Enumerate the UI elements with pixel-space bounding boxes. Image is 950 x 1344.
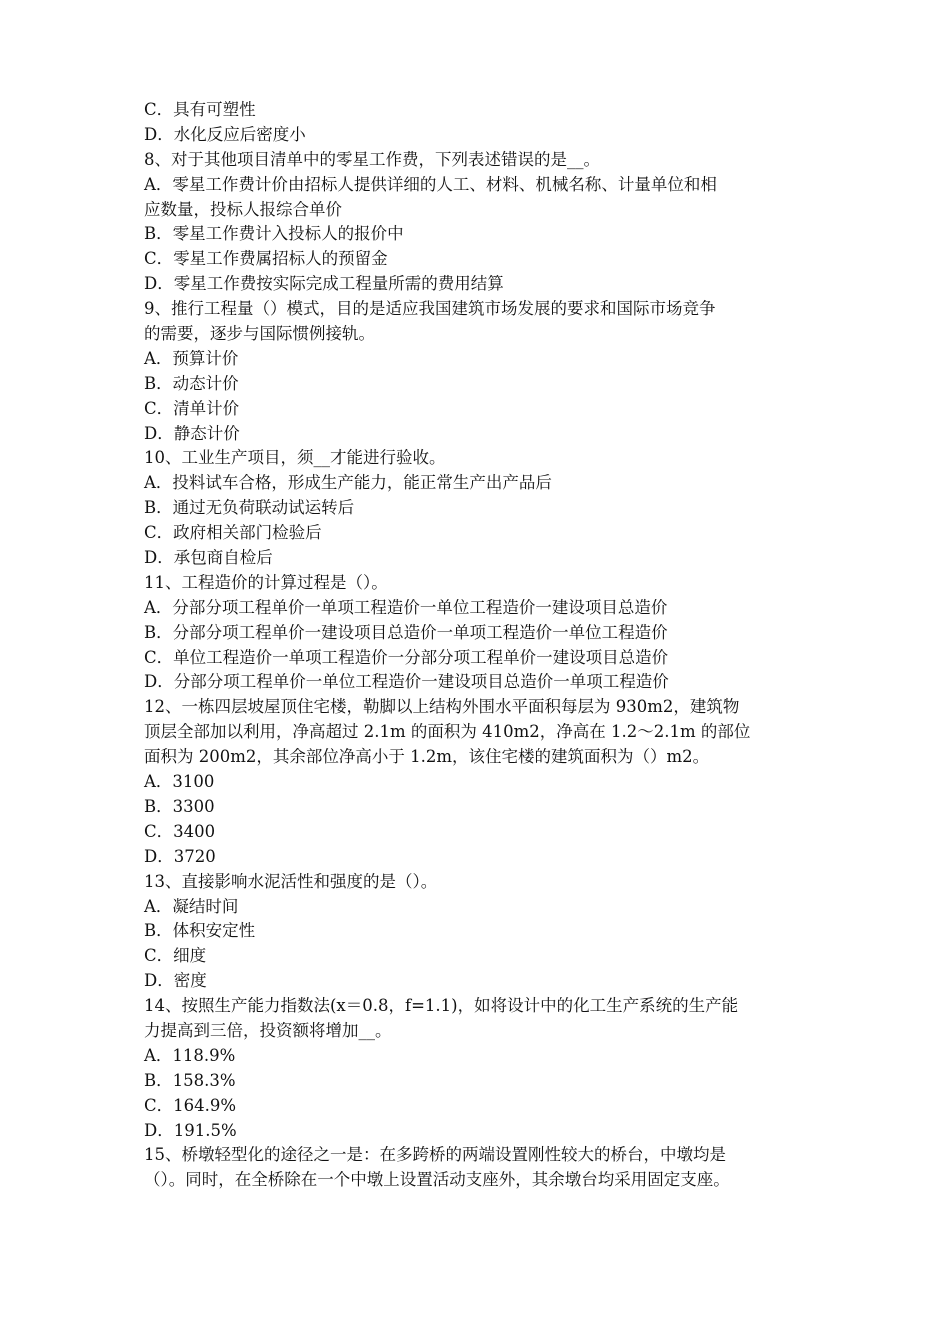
text-line: 面积为 200m2，其余部位净高小于 1.2m，该住宅楼的建筑面积为（）m2。 bbox=[144, 747, 710, 767]
text-line: A．预算计价 bbox=[144, 348, 239, 368]
question-9-stem: 9、推行工程量（）模式，目的是适应我国建筑市场发展的要求和国际市场竞争 bbox=[144, 299, 716, 319]
text-line: A．零星工作费计价由招标人提供详细的人工、材料、机械名称、计量单位和相 bbox=[144, 174, 717, 194]
text-line: A．分部分项工程单价一单项工程造价一单位工程造价一建设项目总造价 bbox=[144, 597, 668, 617]
text-line: D．零星工作费按实际完成工程量所需的费用结算 bbox=[144, 274, 504, 294]
text-line: C．3400 bbox=[144, 821, 216, 841]
text-line: 力提高到三倍，投资额将增加__。 bbox=[144, 1020, 392, 1040]
text-line: C．单位工程造价一单项工程造价一分部分项工程单价一建设项目总造价 bbox=[144, 647, 669, 667]
question-14-stem: 14、按照生产能力指数法(x＝0.8，f=1.1)，如将设计中的化工生产系统的生产能 bbox=[144, 996, 739, 1016]
text-line: A．投料试车合格，形成生产能力，能正常生产出产品后 bbox=[144, 473, 552, 493]
text-line: D．3720 bbox=[144, 846, 216, 866]
text-line: B．分部分项工程单价一建设项目总造价一单项工程造价一单位工程造价 bbox=[144, 622, 668, 642]
question-15-stem: 15、桥墩轻型化的途径之一是：在多跨桥的两端设置刚性较大的桥台，中墩均是 bbox=[144, 1145, 726, 1165]
question-10-stem: 10、工业生产项目，须__才能进行验收。 bbox=[144, 448, 446, 468]
question-13-stem: 13、直接影响水泥活性和强度的是（）。 bbox=[144, 871, 438, 891]
text-line: 顶层全部加以利用，净高超过 2.1m 的面积为 410m2，净高在 1.2～2.1m 的部位 bbox=[144, 722, 751, 742]
text-line: B．通过无负荷联动试运转后 bbox=[144, 498, 355, 518]
text-line: D．密度 bbox=[144, 971, 207, 991]
text-line: D．分部分项工程单价一单位工程造价一建设项目总造价一单项工程造价 bbox=[144, 672, 669, 692]
text-line: C．细度 bbox=[144, 946, 207, 966]
text-line: （）。同时，在全桥除在一个中墩上设置活动支座外，其余墩台均采用固定支座。 bbox=[144, 1170, 730, 1190]
document-text bbox=[144, 98, 812, 1193]
text-line: D．静态计价 bbox=[144, 423, 240, 443]
text-line: 的需要，逐步与国际惯例接轨。 bbox=[144, 324, 375, 344]
text-line: C．政府相关部门检验后 bbox=[144, 523, 322, 543]
text-line: 应数量，投标人报综合单价 bbox=[144, 199, 342, 219]
text-line: D．承包商自检后 bbox=[144, 548, 273, 568]
text-line: C．164.9% bbox=[144, 1095, 237, 1115]
question-12-stem: 12、一栋四层坡屋顶住宅楼，勒脚以上结构外围水平面积每层为 930m2，建筑物 bbox=[144, 697, 740, 717]
text-line: D．191.5% bbox=[144, 1120, 237, 1140]
text-line: C．清单计价 bbox=[144, 398, 240, 418]
text-line: C．具有可塑性 bbox=[144, 100, 256, 119]
text-line: B．动态计价 bbox=[144, 373, 239, 393]
text-line: B．体积安定性 bbox=[144, 921, 256, 941]
text-line: B．零星工作费计入投标人的报价中 bbox=[144, 224, 404, 244]
question-11-stem: 11、工程造价的计算过程是（）。 bbox=[144, 572, 388, 592]
text-line: D．水化反应后密度小 bbox=[144, 124, 306, 144]
text-line: B．3300 bbox=[144, 796, 215, 816]
text-line: B．158.3% bbox=[144, 1070, 236, 1090]
text-line: A．118.9% bbox=[144, 1045, 236, 1065]
question-8-stem: 8、对于其他项目清单中的零星工作费，下列表述错误的是__。 bbox=[144, 149, 600, 169]
text-line: C．零星工作费属招标人的预留金 bbox=[144, 249, 388, 269]
text-line: A．3100 bbox=[144, 772, 215, 792]
text-line: A．凝结时间 bbox=[144, 896, 239, 916]
